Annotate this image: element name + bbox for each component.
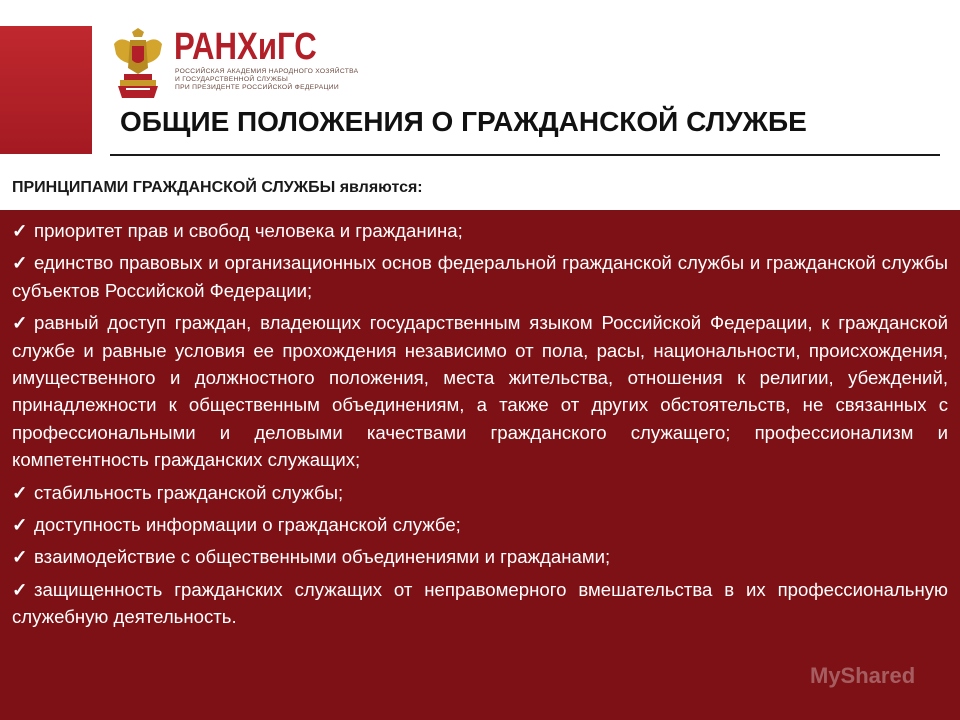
watermark: MyShared xyxy=(810,663,916,688)
logo-subtitle xyxy=(175,68,358,92)
principle-item xyxy=(12,249,948,304)
checkmark-icon: ✓ xyxy=(12,220,28,241)
principle-item xyxy=(12,511,948,538)
slide-title: ОБЩИЕ ПОЛОЖЕНИЯ О ГРАЖДАНСКОЙ СЛУЖБЕ xyxy=(120,106,807,137)
principle-text: стабильность гражданской службы; xyxy=(34,481,344,503)
principles-heading: ПРИНЦИПАМИ ГРАЖДАНСКОЙ СЛУЖБЫ являются: xyxy=(12,179,423,196)
title-divider xyxy=(110,154,940,156)
principle-text: взаимодействие с общественными объединениями и гражданами; xyxy=(34,546,611,568)
principle-item xyxy=(12,576,948,631)
double-headed-eagle-emblem-icon xyxy=(110,28,166,100)
checkmark-icon: ✓ xyxy=(12,252,28,274)
principle-item xyxy=(12,217,948,244)
principle-text: доступность информации о гражданской службе; xyxy=(34,514,461,536)
logo-subtitle-line: И ГОСУДАРСТВЕННОЙ СЛУЖБЫ xyxy=(175,76,289,83)
checkmark-icon: ✓ xyxy=(12,514,28,536)
principle-text: единство правовых и организационных основ федеральной гражданской службы и гражданской службы субъектов Российской Федерации; xyxy=(12,252,948,301)
principle-text: равный доступ граждан, владеющих государственным языком Российской Федерации, к гражданской службе и равные условия ее прохождения независимо от пола, расы, национальности, происхождения, имущественного и должностного положения, места жительства, отношения к религии, убеждений, принадлежности к общественным объединениям, а также от других обстоятельств, не связанных с профессиональными и деловыми качествами гражданского служащего; профессионализм и компетентность гражданских служащих; xyxy=(12,312,948,471)
principles-panel xyxy=(0,210,960,720)
logo-title: РАНХиГС xyxy=(174,26,317,68)
principle-text: защищенность гражданских служащих от неправомерного вмешательства в их профессиональную служебную деятельность. xyxy=(12,578,948,628)
checkmark-icon: ✓ xyxy=(12,546,28,568)
principle-text: приоритет прав и свобод человека и гражданина; xyxy=(34,220,463,241)
checkmark-icon: ✓ xyxy=(12,312,28,334)
red-accent-tab xyxy=(0,26,92,154)
principle-item xyxy=(12,479,948,506)
checkmark-icon: ✓ xyxy=(12,578,28,600)
logo-subtitle-line: ПРИ ПРЕЗИДЕНТЕ РОССИЙСКОЙ ФЕДЕРАЦИИ xyxy=(175,84,339,91)
principle-item xyxy=(12,309,948,473)
principle-item xyxy=(12,543,948,570)
checkmark-icon: ✓ xyxy=(12,481,28,503)
logo-subtitle-line: РОССИЙСКАЯ АКАДЕМИЯ НАРОДНОГО ХОЗЯЙСТВА xyxy=(175,68,359,75)
